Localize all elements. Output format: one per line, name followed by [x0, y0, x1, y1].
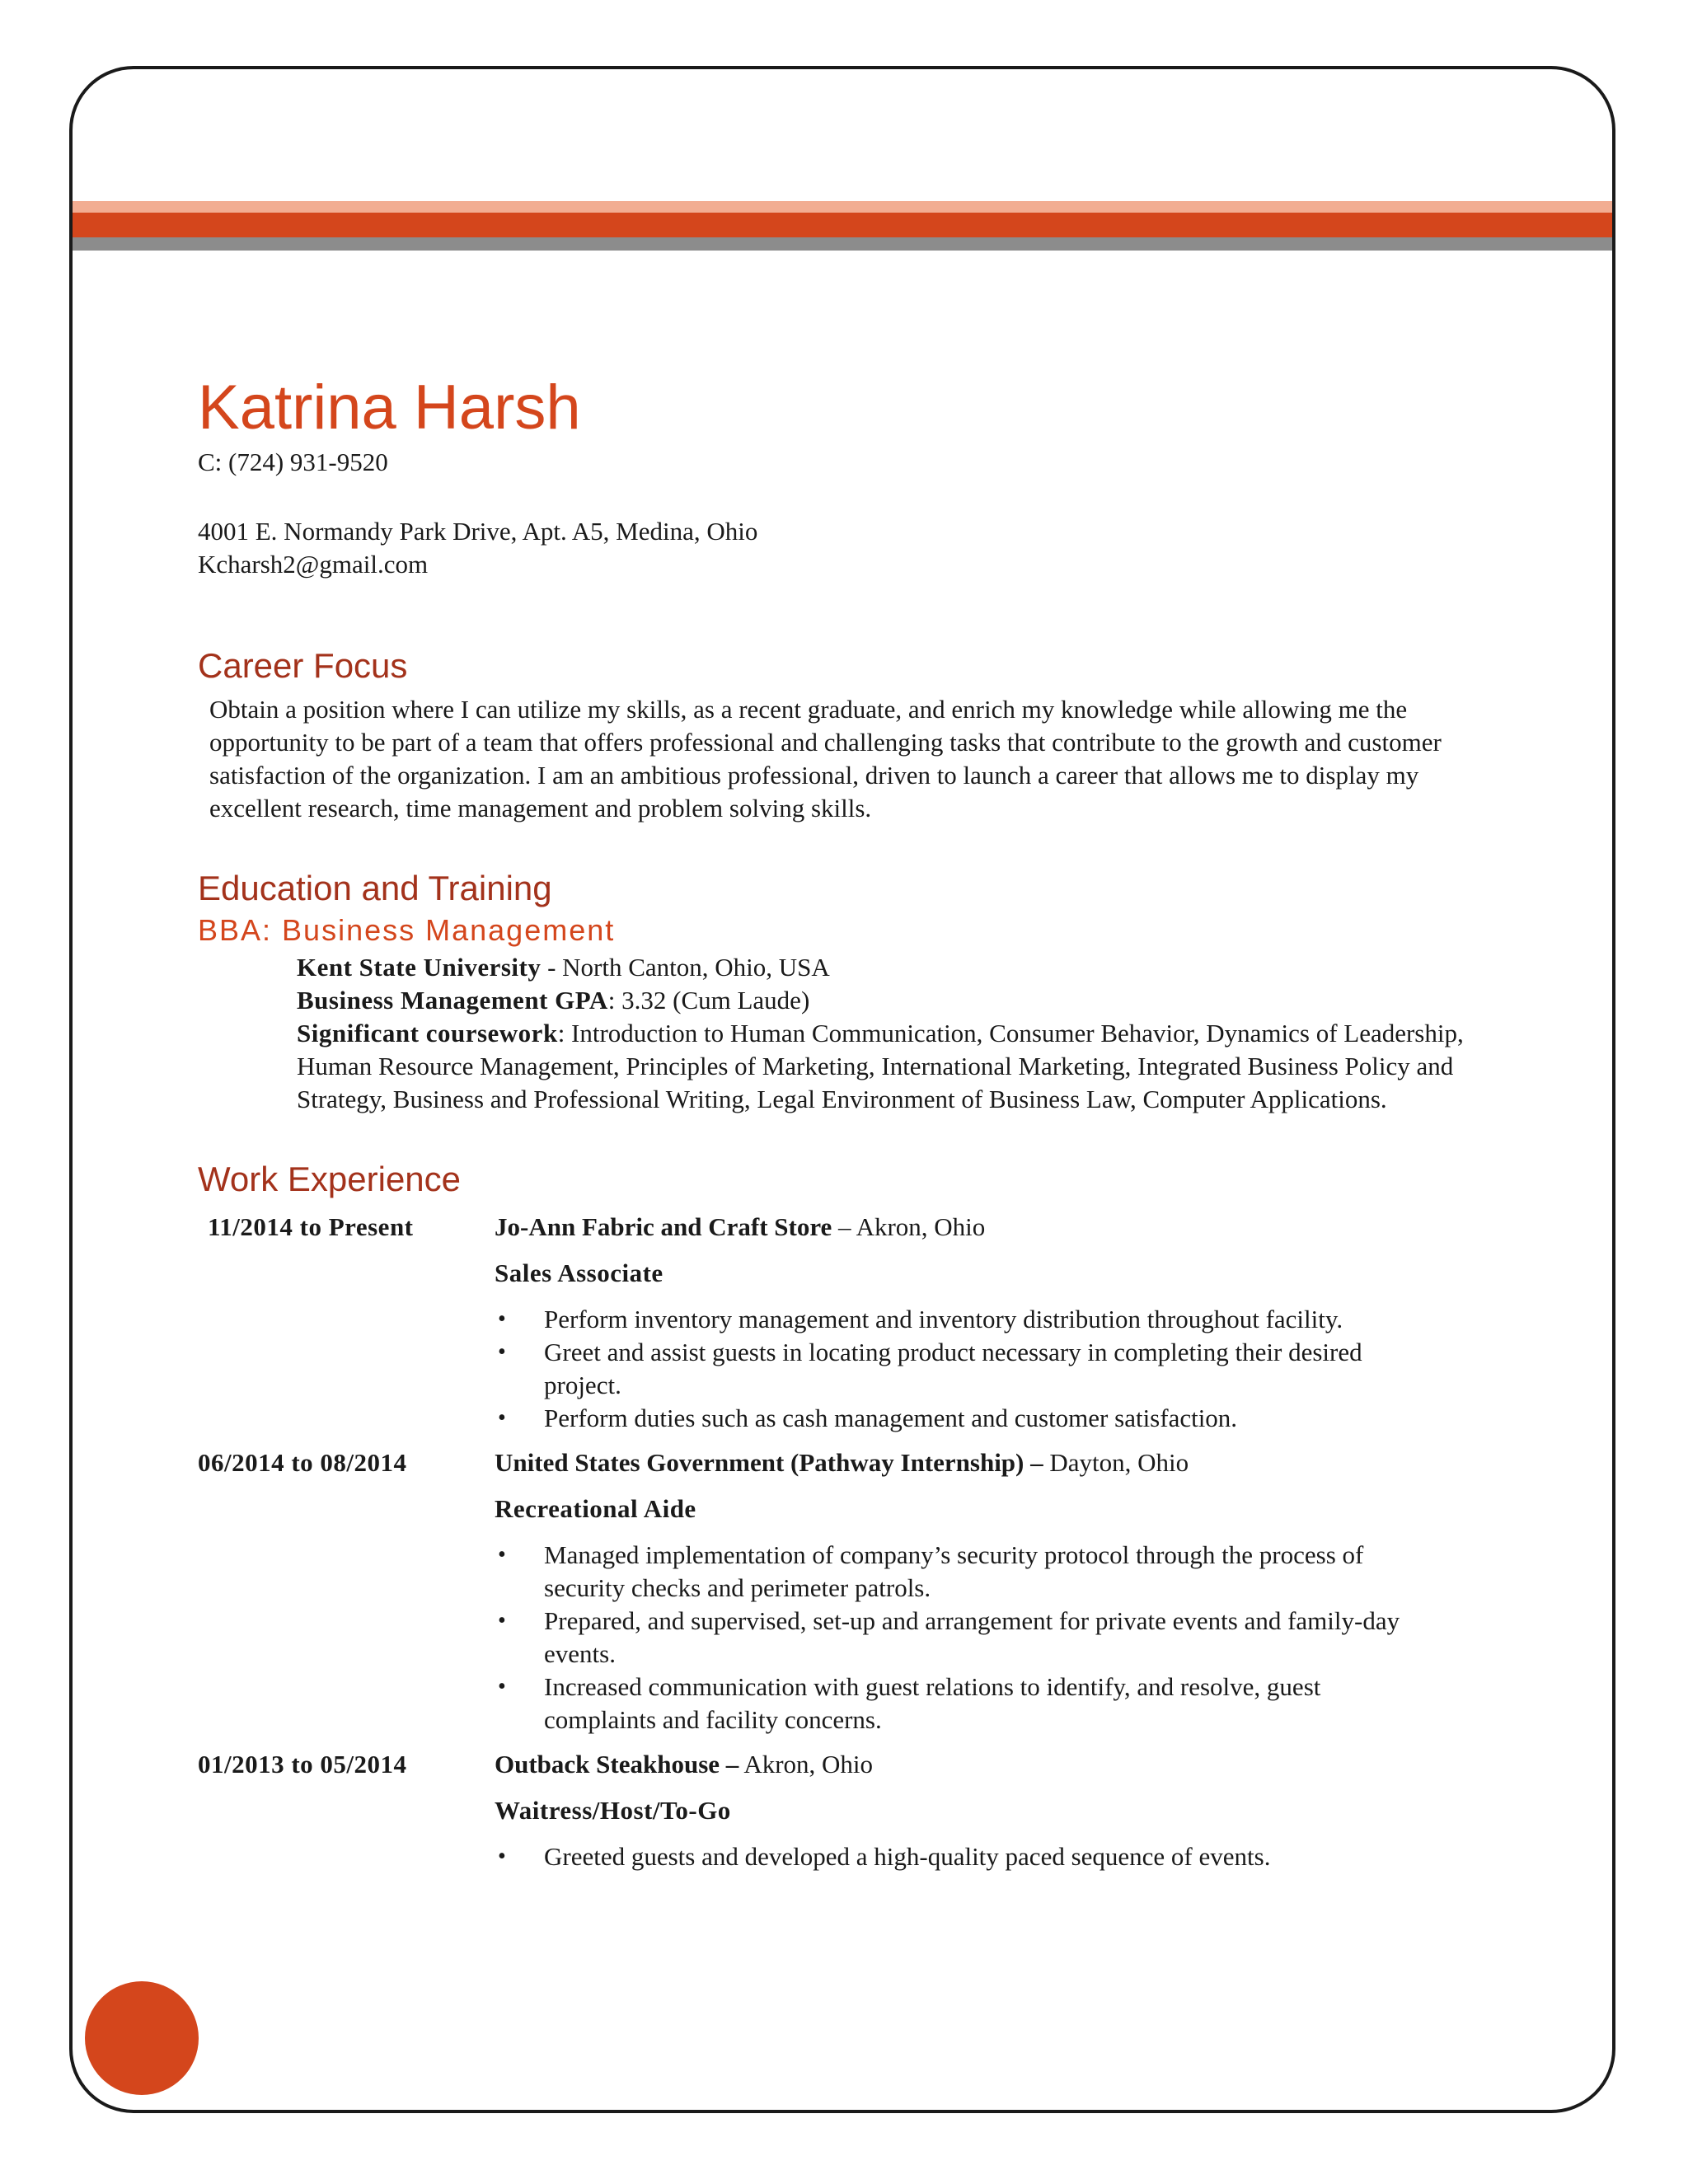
bullet-icon: •	[498, 1305, 506, 1332]
header-band-gray	[73, 237, 1612, 251]
job-bullets	[495, 1539, 1434, 1736]
list-item	[495, 1402, 1434, 1435]
list-item	[495, 1671, 1434, 1736]
job-employer: United States Government (Pathway Internship) –	[495, 1447, 1043, 1477]
job-entry	[198, 1206, 1484, 1435]
bullet-icon: •	[498, 1338, 506, 1365]
bullet-icon: •	[498, 1541, 506, 1568]
job-body	[495, 1206, 1484, 1435]
job-dates: 11/2014 to Present	[208, 1212, 414, 1241]
degree-title: BBA: Business Management	[198, 913, 616, 948]
list-item	[495, 1303, 1434, 1336]
job-entry	[198, 1743, 1484, 1873]
bullet-text: Perform duties such as cash management and customer satisfaction.	[544, 1403, 1238, 1432]
job-dates: 01/2013 to 05/2014	[198, 1749, 407, 1779]
school-line	[297, 951, 1484, 984]
gpa-label: Business Management GPA	[297, 986, 608, 1015]
job-bullets	[495, 1840, 1434, 1873]
job-employer: Jo-Ann Fabric and Craft Store	[495, 1212, 832, 1241]
job-role: Sales Associate	[495, 1258, 663, 1287]
career-focus-text: Obtain a position where I can utilize my skills, as a recent graduate, and enrich my knowledge while allowing me the opportunity to be part of a team that offers professional and challenging tasks that contribute to the growth and customer satisfaction of the organization. I am an ambitious professional, driven to launch a career that allows me to display my excellent research, time management and problem solving skills.	[209, 694, 1442, 823]
job-body	[495, 1743, 1484, 1873]
gpa-value: : 3.32 (Cum Laude)	[607, 986, 810, 1015]
job-employer: Outback Steakhouse –	[495, 1749, 739, 1779]
education-details	[297, 951, 1484, 1116]
school-name: Kent State University	[297, 953, 542, 982]
list-item	[495, 1336, 1434, 1402]
job-body	[495, 1441, 1484, 1736]
job-employer-line	[495, 1211, 1484, 1244]
job-role: Recreational Aide	[495, 1493, 696, 1523]
decorative-circle	[85, 1981, 199, 2095]
gpa-line	[297, 984, 1484, 1017]
job-location: Akron, Ohio	[738, 1749, 874, 1779]
bullet-icon: •	[498, 1673, 506, 1699]
job-bullets	[495, 1303, 1434, 1435]
coursework-line	[297, 1017, 1484, 1116]
job-entry	[198, 1441, 1484, 1736]
job-location: – Akron, Ohio	[832, 1212, 986, 1241]
job-employer-line	[495, 1446, 1484, 1479]
resume-content	[198, 375, 1484, 1873]
bullet-text: Greet and assist guests in locating product necessary in completing their desired project.	[544, 1337, 1362, 1399]
list-item	[495, 1539, 1434, 1605]
work-experience-heading: Work Experience	[198, 1160, 462, 1199]
job-location: Dayton, Ohio	[1043, 1447, 1189, 1477]
bullet-text: Greeted guests and developed a high-quality paced sequence of events.	[544, 1841, 1271, 1871]
bullet-text: Managed implementation of company’s security protocol through the process of security checks and perimeter patrols.	[544, 1540, 1364, 1602]
bullet-icon: •	[498, 1404, 506, 1431]
job-dates: 06/2014 to 08/2014	[198, 1447, 407, 1477]
coursework-list: : Introduction to Human Communication, Consumer Behavior, Dynamics of Leadership, Human Resource Management, Principles of Marketing, International Marketing, Integrated Business Policy and Strategy, Business and Professional Writing, Legal Environment of Business Law, Computer Applications.	[297, 1019, 1464, 1114]
bullet-text: Prepared, and supervised, set-up and arrangement for private events and family-day events.	[544, 1605, 1400, 1668]
list-item	[495, 1840, 1434, 1873]
bullet-text: Perform inventory management and inventory distribution throughout facility.	[544, 1304, 1343, 1333]
career-focus-heading: Career Focus	[198, 645, 408, 685]
job-role: Waitress/Host/To-Go	[495, 1795, 731, 1825]
school-location: - North Canton, Ohio, USA	[541, 953, 830, 982]
education-heading: Education and Training	[198, 868, 552, 907]
candidate-name: Katrina Harsh	[198, 373, 581, 443]
bullet-text: Increased communication with guest relations to identify, and resolve, guest complaints and facility concerns.	[544, 1671, 1321, 1734]
bullet-icon: •	[498, 1607, 506, 1633]
phone-number: C: (724) 931-9520	[198, 447, 388, 476]
bullet-icon: •	[498, 1843, 506, 1869]
header-band-light	[73, 201, 1612, 213]
coursework-label: Significant coursework	[297, 1019, 558, 1048]
email-address: Kcharsh2@gmail.com	[198, 549, 429, 579]
list-item	[495, 1605, 1434, 1671]
street-address: 4001 E. Normandy Park Drive, Apt. A5, Medina, Ohio	[198, 516, 758, 546]
header-band-main	[73, 213, 1612, 237]
job-employer-line	[495, 1748, 1484, 1781]
